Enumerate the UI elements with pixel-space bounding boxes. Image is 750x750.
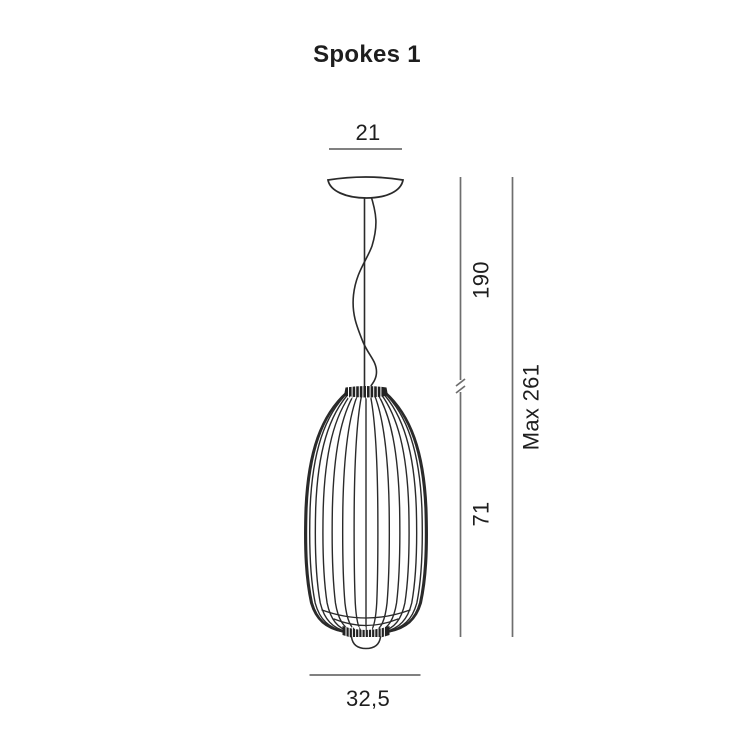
cage-bottom-lip bbox=[352, 637, 381, 649]
dimension-break-tick bbox=[456, 379, 465, 386]
drawing-title: Spokes 1 bbox=[313, 41, 421, 68]
pendant-lamp-artwork bbox=[305, 177, 427, 649]
cage-spoke bbox=[323, 392, 353, 632]
max-height-label: Max 261 bbox=[518, 363, 544, 451]
diffuser-height-label: 71 bbox=[468, 501, 494, 527]
cage-spoke bbox=[373, 392, 389, 632]
cage-spoke bbox=[370, 392, 378, 632]
diffuser-width-label: 32,5 bbox=[345, 686, 391, 711]
suspension-length-label: 190 bbox=[468, 261, 494, 299]
diffuser-cage bbox=[305, 392, 427, 632]
cage-spoke bbox=[343, 392, 359, 632]
cage-spoke bbox=[379, 392, 409, 632]
cage-spoke bbox=[354, 392, 362, 632]
canopy-width-label: 21 bbox=[355, 120, 381, 145]
dimension-break-tick bbox=[456, 386, 465, 393]
ceiling-canopy bbox=[328, 177, 403, 198]
dimension-lines-right bbox=[456, 177, 513, 637]
